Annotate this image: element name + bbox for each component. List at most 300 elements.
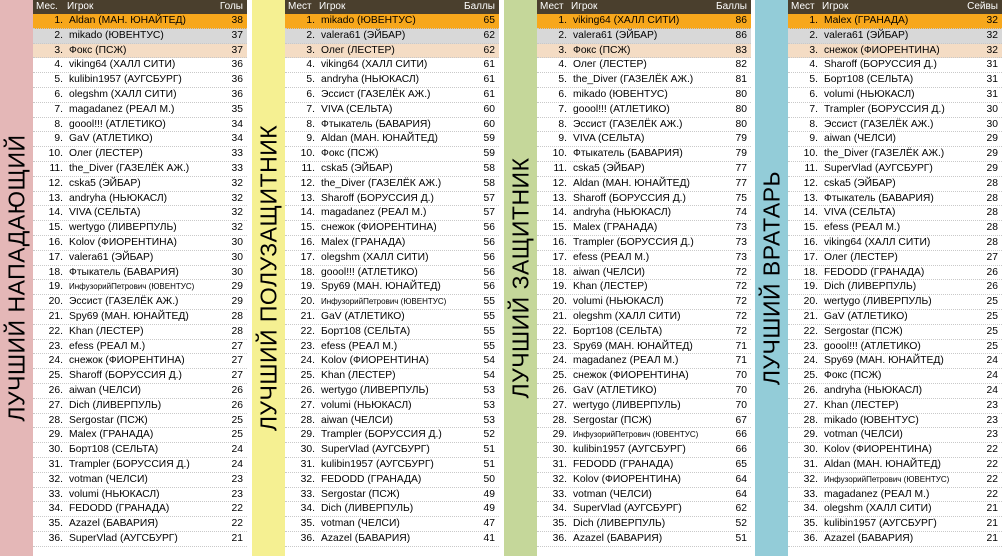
row-pos: 6. [54, 88, 63, 100]
row-player: FEDODD (ГРАНАДА) [824, 266, 925, 278]
row-player: andryha (НЬЮКАСЛ) [321, 74, 420, 86]
row-player: mikado (ЮВЕНТУС) [573, 88, 668, 100]
row-pos: 28. [803, 414, 818, 426]
row-player: cska5 (ЭЙБАР) [69, 177, 141, 189]
table-row [788, 443, 1002, 458]
row-player: SuperVlad (АУГСБУРГ) [824, 162, 933, 174]
row-player: Фтыкатель (БАВАРИЯ) [69, 266, 179, 278]
row-pos: 2. [54, 29, 63, 41]
row-score: 30 [986, 118, 998, 130]
table-row [33, 236, 247, 251]
row-score: 55 [483, 296, 495, 308]
row-player: Фокс (ПСЖ) [69, 44, 127, 56]
row-pos: 6. [558, 88, 567, 100]
row-player: Фокс (ПСЖ) [321, 148, 379, 160]
row-score: 79 [735, 133, 747, 145]
row-player: goool!!! (АТЛЕТИКО) [69, 118, 166, 130]
row-player: the_Diver (ГАЗЕЛЁК АЖ.) [573, 74, 694, 86]
table-row [537, 340, 751, 355]
row-player: viking64 (ХАЛЛ СИТИ) [824, 236, 931, 248]
header-player: Игрок [571, 1, 598, 12]
row-score: 29 [231, 296, 243, 308]
row-pos: 27. [48, 399, 63, 411]
row-score: 28 [986, 207, 998, 219]
row-score: 71 [735, 340, 747, 352]
row-pos: 35. [552, 518, 567, 530]
row-score: 32 [986, 44, 998, 56]
row-player: goool!!! (АТЛЕТИКО) [573, 103, 670, 115]
row-score: 57 [483, 207, 495, 219]
row-player: wertygo (ЛИВЕРПУЛЬ) [321, 384, 429, 396]
table-row [33, 354, 247, 369]
row-player: viking64 (ХАЛЛ СИТИ) [69, 59, 176, 71]
row-pos: 19. [803, 281, 818, 293]
row-score: 62 [483, 44, 495, 56]
table-row [285, 118, 499, 133]
row-score: 24 [231, 444, 243, 456]
row-score: 73 [735, 222, 747, 234]
row-player: olegshm (ХАЛЛ СИТИ) [573, 310, 681, 322]
row-pos: 26. [48, 384, 63, 396]
row-pos: 15. [300, 222, 315, 234]
table-row [33, 14, 247, 29]
table-row [537, 14, 751, 29]
row-score: 62 [483, 29, 495, 41]
row-score: 32 [231, 177, 243, 189]
table-row [788, 251, 1002, 266]
row-player: FEDODD (ГРАНАДА) [69, 503, 170, 515]
table-row [788, 488, 1002, 503]
row-player: Malex (ГРАНАДА) [69, 429, 154, 441]
row-player: Aldan (МАН. ЮНАЙТЕД) [69, 15, 186, 26]
header-pos: Мес. [36, 1, 58, 12]
row-score: 25 [986, 296, 998, 308]
table-row [33, 73, 247, 88]
row-pos: 2. [809, 29, 818, 41]
row-pos: 20. [300, 296, 315, 308]
table-row [33, 295, 247, 310]
row-score: 23 [231, 488, 243, 500]
row-score: 41 [483, 532, 495, 544]
row-pos: 34. [300, 503, 315, 515]
table-row [788, 266, 1002, 281]
row-score: 27 [231, 370, 243, 382]
row-pos: 5. [558, 74, 567, 86]
table-row [788, 192, 1002, 207]
row-pos: 26. [803, 384, 818, 396]
row-player: Фтыкатель (БАВАРИЯ) [573, 148, 683, 160]
row-pos: 9. [558, 133, 567, 145]
table-row [33, 162, 247, 177]
row-score: 23 [986, 429, 998, 441]
row-score: 30 [986, 103, 998, 115]
row-score: 80 [735, 88, 747, 100]
row-score: 72 [735, 310, 747, 322]
table-row [33, 88, 247, 103]
row-score: 72 [735, 325, 747, 337]
row-score: 31 [986, 74, 998, 86]
row-pos: 31. [803, 458, 818, 470]
row-score: 37 [231, 44, 243, 56]
row-pos: 11. [301, 162, 315, 174]
row-score: 36 [231, 59, 243, 71]
row-pos: 1. [558, 15, 567, 26]
row-score: 27 [231, 340, 243, 352]
row-pos: 8. [54, 118, 63, 130]
table-header [537, 0, 751, 14]
row-score: 52 [735, 518, 747, 530]
row-pos: 13. [300, 192, 315, 204]
row-score: 26 [231, 384, 243, 396]
row-score: 55 [483, 325, 495, 337]
row-player: kulibin1957 (АУГСБУРГ) [69, 74, 182, 86]
row-player: ИнфузорийПетрович (ЮВЕНТУС) [69, 282, 195, 292]
row-pos: 3. [306, 44, 315, 56]
row-score: 75 [735, 192, 747, 204]
table-row [33, 517, 247, 532]
row-pos: 28. [48, 414, 63, 426]
row-pos: 26. [300, 384, 315, 396]
row-player: Фокс (ПСЖ) [824, 370, 882, 382]
row-pos: 22. [48, 325, 63, 337]
row-player: valera61 (ЭЙБАР) [573, 29, 658, 41]
row-score: 73 [735, 236, 747, 248]
row-player: olegshm (ХАЛЛ СИТИ) [321, 251, 429, 263]
row-player: VIVA (СЕЛЬТА) [573, 133, 645, 145]
table-row [285, 88, 499, 103]
row-pos: 36. [48, 532, 63, 544]
table-row [788, 384, 1002, 399]
row-score: 77 [735, 162, 747, 174]
table-row [285, 251, 499, 266]
row-pos: 10. [48, 148, 63, 160]
row-player: Эссист (ГАЗЕЛЁК АЖ.) [824, 118, 934, 130]
row-player: the_Diver (ГАЗЕЛЁК АЖ.) [69, 162, 190, 174]
table-row [537, 384, 751, 399]
row-score: 23 [986, 399, 998, 411]
row-score: 56 [483, 281, 495, 293]
table-row [537, 458, 751, 473]
row-player: FEDODD (ГРАНАДА) [321, 473, 422, 485]
row-score: 50 [483, 473, 495, 485]
table-row [788, 399, 1002, 414]
table-row [33, 458, 247, 473]
row-player: efess (РЕАЛ М.) [824, 222, 901, 234]
row-pos: 14. [48, 207, 63, 219]
row-score: 26 [986, 266, 998, 278]
row-score: 60 [483, 103, 495, 115]
table-row [788, 73, 1002, 88]
row-pos: 12. [48, 177, 63, 189]
row-player: cska5 (ЭЙБАР) [824, 177, 896, 189]
row-player: Aldan (МАН. ЮНАЙТЕД) [573, 177, 690, 189]
row-score: 80 [735, 118, 747, 130]
table-row [537, 473, 751, 488]
row-pos: 24. [300, 355, 315, 367]
banner-attack [0, 0, 33, 556]
table-row [537, 147, 751, 162]
table-defender [537, 0, 751, 556]
row-score: 21 [986, 532, 998, 544]
row-player: ИнфузорийПетрович (ЮВЕНТУС) [824, 474, 950, 484]
row-score: 83 [735, 44, 747, 56]
row-player: Kolov (ФИОРЕНТИНА) [69, 236, 177, 248]
table-row [788, 221, 1002, 236]
row-score: 32 [231, 222, 243, 234]
row-pos: 34. [803, 503, 818, 515]
row-player: efess (РЕАЛ М.) [69, 340, 146, 352]
row-pos: 13. [48, 192, 63, 204]
row-player: votman (ЧЕЛСИ) [321, 518, 400, 530]
table-row [33, 532, 247, 547]
row-pos: 36. [300, 532, 315, 544]
row-player: valera61 (ЭЙБАР) [321, 29, 406, 41]
table-row [33, 177, 247, 192]
row-player: aiwan (ЧЕЛСИ) [69, 384, 141, 396]
row-pos: 4. [54, 59, 63, 71]
row-score: 28 [986, 177, 998, 189]
row-score: 72 [735, 281, 747, 293]
table-row [788, 502, 1002, 517]
table-row [537, 221, 751, 236]
row-player: Эссист (ГАЗЕЛЁК АЖ.) [69, 296, 179, 308]
row-pos: 1. [54, 15, 63, 26]
table-row [285, 325, 499, 340]
table-row [33, 399, 247, 414]
row-score: 59 [483, 133, 495, 145]
row-score: 24 [986, 370, 998, 382]
row-pos: 26. [552, 384, 567, 396]
row-player: Dich (ЛИВЕРПУЛЬ) [69, 399, 162, 411]
row-score: 21 [986, 518, 998, 530]
row-score: 33 [231, 148, 243, 160]
table-row [33, 340, 247, 355]
row-score: 28 [986, 236, 998, 248]
row-player: Эссист (ГАЗЕЛЁК АЖ.) [573, 118, 683, 130]
row-player: Malex (ГРАНАДА) [824, 15, 909, 26]
row-score: 49 [483, 488, 495, 500]
table-row [788, 473, 1002, 488]
table-row [537, 103, 751, 118]
row-score: 31 [986, 59, 998, 71]
row-player: wertygo (ЛИВЕРПУЛЬ) [69, 222, 177, 234]
row-player: Trampler (БОРУССИЯ Д.) [573, 236, 694, 248]
row-score: 86 [735, 15, 747, 26]
row-player: Trampler (БОРУССИЯ Д.) [824, 103, 945, 115]
row-score: 54 [483, 370, 495, 382]
table-row [285, 192, 499, 207]
row-score: 51 [483, 458, 495, 470]
row-pos: 13. [803, 192, 818, 204]
row-player: Khan (ЛЕСТЕР) [69, 325, 144, 337]
table-row [537, 399, 751, 414]
table-row [788, 236, 1002, 251]
row-score: 72 [735, 266, 747, 278]
row-player: votman (ЧЕЛСИ) [69, 473, 148, 485]
row-pos: 12. [803, 177, 818, 189]
table-row [33, 118, 247, 133]
table-row [788, 369, 1002, 384]
row-pos: 17. [552, 251, 567, 263]
row-score: 81 [735, 74, 747, 86]
table-row [788, 428, 1002, 443]
row-pos: 14. [552, 207, 567, 219]
table-goalkeeper [788, 0, 1002, 556]
row-score: 34 [231, 133, 243, 145]
row-score: 25 [986, 340, 998, 352]
row-pos: 10. [552, 148, 567, 160]
table-row [788, 517, 1002, 532]
row-pos: 30. [300, 444, 315, 456]
table-row [285, 340, 499, 355]
banner-midfield-title: ЛУЧШИЙ ПОЛУЗАЩИТНИК [255, 124, 281, 432]
table-row [33, 414, 247, 429]
table-row [537, 192, 751, 207]
row-pos: 4. [558, 59, 567, 71]
row-score: 73 [735, 251, 747, 263]
row-player: Фокс (ПСЖ) [573, 44, 631, 56]
row-pos: 33. [803, 488, 818, 500]
header-pos: Мест [288, 1, 312, 12]
row-score: 53 [483, 384, 495, 396]
row-score: 56 [483, 266, 495, 278]
row-pos: 24. [803, 355, 818, 367]
row-pos: 18. [552, 266, 567, 278]
row-pos: 20. [48, 296, 63, 308]
row-pos: 24. [552, 355, 567, 367]
row-pos: 34. [48, 503, 63, 515]
table-row [788, 280, 1002, 295]
table-row [537, 58, 751, 73]
row-pos: 32. [300, 473, 315, 485]
row-pos: 5. [306, 74, 315, 86]
table-row [788, 132, 1002, 147]
row-player: GaV (АТЛЕТИКО) [824, 310, 908, 322]
row-player: Олег (ЛЕСТЕР) [321, 44, 395, 56]
table-row [33, 310, 247, 325]
table-row [33, 221, 247, 236]
row-pos: 4. [306, 59, 315, 71]
table-row [285, 280, 499, 295]
row-pos: 3. [54, 44, 63, 56]
table-row [285, 502, 499, 517]
table-row [33, 206, 247, 221]
row-pos: 16. [552, 236, 567, 248]
table-row [537, 443, 751, 458]
table-row [537, 251, 751, 266]
row-player: wertygo (ЛИВЕРПУЛЬ) [573, 399, 681, 411]
table-row [285, 532, 499, 547]
row-score: 30 [231, 266, 243, 278]
row-pos: 9. [809, 133, 818, 145]
row-pos: 23. [300, 340, 315, 352]
row-pos: 12. [300, 177, 315, 189]
row-pos: 20. [803, 296, 818, 308]
row-score: 28 [986, 192, 998, 204]
row-score: 32 [986, 29, 998, 41]
table-row [537, 266, 751, 281]
row-pos: 7. [306, 103, 315, 115]
row-score: 30 [231, 236, 243, 248]
row-pos: 23. [48, 340, 63, 352]
row-score: 71 [735, 355, 747, 367]
row-pos: 35. [803, 518, 818, 530]
row-player: Фтыкатель (БАВАРИЯ) [824, 192, 934, 204]
row-pos: 11. [804, 162, 818, 174]
table-row [788, 177, 1002, 192]
table-row [537, 369, 751, 384]
row-player: volumi (НЬЮКАСЛ) [573, 296, 664, 308]
row-score: 67 [735, 414, 747, 426]
row-score: 59 [483, 148, 495, 160]
table-row [537, 44, 751, 59]
table-row [285, 399, 499, 414]
row-pos: 11. [553, 162, 567, 174]
table-row [788, 147, 1002, 162]
row-pos: 16. [803, 236, 818, 248]
row-pos: 20. [552, 296, 567, 308]
row-player: olegshm (ХАЛЛ СИТИ) [69, 88, 177, 100]
row-player: Dich (ЛИВЕРПУЛЬ) [321, 503, 414, 515]
row-pos: 33. [552, 488, 567, 500]
row-player: Олег (ЛЕСТЕР) [69, 148, 143, 160]
table-midfield [285, 0, 499, 556]
table-row [788, 295, 1002, 310]
row-pos: 21. [552, 310, 567, 322]
row-player: Kolov (ФИОРЕНТИНА) [573, 473, 681, 485]
row-score: 51 [735, 532, 747, 544]
row-player: Sergostar (ПСЖ) [321, 488, 400, 500]
table-row [537, 177, 751, 192]
table-row [33, 473, 247, 488]
table-row [285, 177, 499, 192]
row-pos: 21. [803, 310, 818, 322]
table-row [788, 88, 1002, 103]
row-pos: 28. [300, 414, 315, 426]
row-score: 49 [483, 503, 495, 515]
table-row [537, 325, 751, 340]
row-score: 22 [231, 518, 243, 530]
row-player: volumi (НЬЮКАСЛ) [321, 399, 412, 411]
row-player: cska5 (ЭЙБАР) [573, 162, 645, 174]
table-row [285, 354, 499, 369]
row-player: magadanez (РЕАЛ М.) [824, 488, 930, 500]
row-player: Sharoff (БОРУССИЯ Д.) [321, 192, 434, 204]
table-row [285, 236, 499, 251]
row-pos: 21. [300, 310, 315, 322]
table-row [537, 428, 751, 443]
table-row [788, 44, 1002, 59]
row-pos: 15. [48, 222, 63, 234]
table-row [537, 532, 751, 547]
row-pos: 7. [809, 103, 818, 115]
table-row [33, 488, 247, 503]
row-player: FEDODD (ГРАНАДА) [573, 458, 674, 470]
row-score: 27 [986, 251, 998, 263]
table-row [285, 29, 499, 44]
row-player: magadanez (РЕАЛ М.) [321, 207, 427, 219]
row-pos: 7. [54, 103, 63, 115]
row-score: 28 [231, 310, 243, 322]
row-player: снежок (ФИОРЕНТИНА) [824, 44, 940, 56]
row-score: 56 [483, 236, 495, 248]
row-player: Олег (ЛЕСТЕР) [824, 251, 898, 263]
table-row [537, 280, 751, 295]
row-player: Борт108 (СЕЛЬТА) [824, 74, 914, 86]
row-pos: 7. [558, 103, 567, 115]
banner-attack-title: ЛУЧШИЙ НАПАДАЮЩИЙ [3, 134, 29, 422]
row-score: 32 [231, 192, 243, 204]
